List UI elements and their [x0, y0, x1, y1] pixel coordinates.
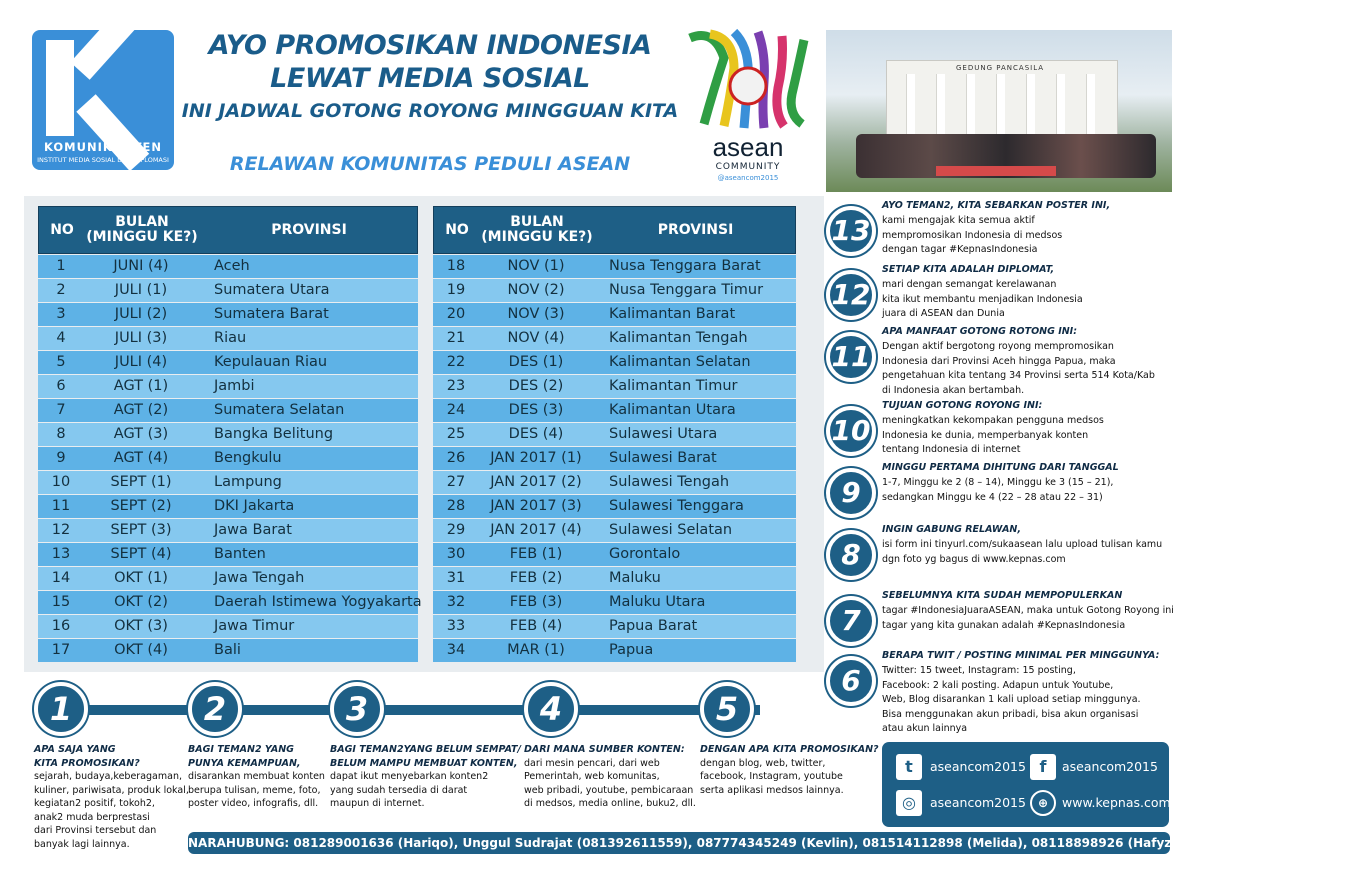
step-badge [188, 682, 240, 734]
table-row [433, 543, 796, 566]
step-line: serta aplikasi medsos lainnya. [700, 784, 844, 796]
step-line: kegiatan2 positif, tokoh2, [34, 798, 155, 809]
row-bulan: SEPT (1) [110, 474, 172, 490]
headline-subtitle: RELAWAN KOMUNITAS PEDULI ASEAN [229, 153, 631, 175]
step-text [524, 743, 696, 811]
table-header [433, 206, 796, 254]
step-badge [524, 682, 576, 734]
header-provinsi: PROVINSI [271, 221, 347, 238]
row-no: 14 [51, 570, 71, 586]
info-line: kita ikut membantu menjadikan Indonesia [882, 293, 1083, 305]
row-provinsi: Maluku [609, 570, 661, 586]
row-no: 15 [51, 594, 71, 610]
step-title: BELUM MAMPU MEMBUAT KONTEN, [330, 757, 518, 769]
step-line: poster video, infografis, dll. [188, 798, 319, 809]
step-line: web pribadi, youtube, pembicaraan [524, 784, 694, 796]
table-row [433, 639, 796, 662]
row-provinsi: Jambi [214, 378, 255, 394]
table-row [38, 423, 418, 446]
website-link[interactable]: www.kepnas.com [1062, 795, 1171, 810]
row-bulan: OKT (2) [114, 594, 168, 610]
info-body [882, 414, 1174, 458]
step-line: di medsos, media online, buku2, dll. [524, 798, 696, 809]
step-number-badge: 11 [826, 332, 876, 382]
table-row [433, 447, 796, 470]
row-bulan: JAN 2017 (1) [490, 450, 582, 466]
step-text [700, 743, 879, 797]
asean-community-word: COMMUNITY [715, 162, 781, 172]
row-no: 2 [56, 282, 66, 298]
logo-name: KOMUNIKONTEN [44, 140, 162, 154]
row-provinsi: Papua Barat [609, 618, 698, 634]
row-bulan: OKT (4) [114, 642, 168, 658]
step-title: BAGI TEMAN2YANG BELUM SEMPAT/ [330, 744, 521, 755]
row-no: 12 [51, 522, 71, 538]
info-line: mari dengan semangat kerelawanan [882, 279, 1057, 290]
table-row [38, 351, 418, 374]
step-line: Pemerintah, web komunitas, [524, 771, 660, 782]
row-provinsi: Nusa Tenggara Timur [609, 282, 764, 298]
row-bulan: DES (2) [508, 378, 564, 394]
info-line: Web, Blog disarankan 1 kali upload setiap minggunya. [882, 694, 1141, 705]
info-body [882, 538, 1174, 567]
row-no: 9 [56, 450, 66, 466]
step-number-badge: 13 [826, 206, 876, 256]
step-line: dari mesin pencari, dari web [524, 757, 660, 769]
step-line: banyak lagi lainnya. [34, 838, 130, 850]
step-line: dapat ikut menyebarkan konten2 [330, 771, 489, 782]
table-header [38, 206, 418, 254]
row-provinsi: Riau [214, 330, 247, 346]
row-bulan: DES (3) [508, 402, 564, 418]
row-no: 8 [56, 426, 66, 442]
row-bulan: JUNI (4) [113, 258, 169, 274]
row-no: 29 [446, 522, 466, 538]
row-no: 30 [446, 546, 466, 562]
step-line: yang sudah tersedia di darat [330, 784, 468, 796]
row-no: 6 [56, 378, 66, 394]
row-provinsi: Sumatera Selatan [214, 402, 345, 418]
komunikonten-logo [32, 30, 174, 170]
table-row [433, 423, 796, 446]
row-provinsi: Lampung [214, 474, 282, 490]
step-number: 4 [524, 682, 578, 736]
row-no: 22 [446, 354, 466, 370]
row-provinsi: Maluku Utara [609, 594, 706, 610]
row-no: 23 [446, 378, 466, 394]
header-bulan: BULAN (MINGGU KE?) [481, 214, 593, 245]
table-row [433, 255, 796, 278]
table-row [38, 639, 418, 662]
info-title: APA MANFAAT GOTONG ROTONG INI: [882, 326, 1078, 337]
row-no: 19 [446, 282, 466, 298]
table-row [433, 399, 796, 422]
info-line: tagar yang kita gunakan adalah #KepnasIndonesia [882, 619, 1126, 631]
step-line: disarankan membuat konten [188, 771, 325, 782]
step-number: 3 [330, 682, 384, 736]
row-bulan: FEB (2) [509, 570, 563, 586]
row-no: 13 [51, 546, 71, 562]
social-media-box [882, 742, 1169, 827]
step-number: 1 [34, 682, 88, 736]
info-body [882, 664, 1174, 737]
row-bulan: AGT (2) [113, 402, 169, 418]
step-line: berupa tulisan, meme, foto, [188, 784, 321, 796]
table-row [433, 567, 796, 590]
table-row [433, 375, 796, 398]
instagram-handle[interactable]: aseancom2015 [930, 795, 1026, 810]
row-no: 1 [56, 258, 66, 274]
step-line: facebook, Instagram, youtube [700, 771, 843, 782]
info-title: INGIN GABUNG RELAWAN, [882, 524, 1021, 535]
row-bulan: NOV (3) [507, 306, 565, 322]
twitter-icon: t [896, 754, 922, 780]
table-row [38, 519, 418, 542]
step-number: 5 [700, 682, 754, 736]
step-line: sejarah, budaya,keberagaman, [34, 771, 182, 782]
table-row [38, 327, 418, 350]
info-line: dgn foto yg bagus di www.kepnas.com [882, 553, 1066, 565]
step-number-badge: 12 [826, 270, 876, 320]
row-provinsi: Kepulauan Riau [214, 354, 328, 370]
row-no: 5 [56, 354, 66, 370]
step-title: BAGI TEMAN2 YANG [188, 744, 294, 755]
row-provinsi: Papua [609, 642, 654, 658]
row-no: 20 [446, 306, 466, 322]
row-no: 28 [446, 498, 466, 514]
row-bulan: OKT (1) [114, 570, 168, 586]
row-no: 25 [446, 426, 466, 442]
schedule-table-right [433, 206, 796, 662]
table-row [38, 567, 418, 590]
row-no: 18 [446, 258, 466, 274]
step-text [34, 743, 189, 851]
k-logo-icon [46, 40, 74, 136]
info-line: di Indonesia akan bertambah. [882, 384, 1025, 396]
row-bulan: DES (1) [508, 354, 564, 370]
row-bulan: JAN 2017 (3) [490, 498, 582, 514]
facebook-handle[interactable]: aseancom2015 [1062, 759, 1158, 774]
header-provinsi: PROVINSI [657, 221, 734, 238]
header-no: NO [445, 221, 469, 238]
info-title: SEBELUMNYA KITA SUDAH MEMPOPULERKAN [882, 590, 1123, 601]
info-line: sedangkan Minggu ke 4 (22 – 28 atau 22 – 31) [882, 491, 1103, 503]
row-provinsi: Jawa Barat [214, 522, 292, 538]
twitter-handle[interactable]: aseancom2015 [930, 759, 1026, 774]
table-row [38, 375, 418, 398]
asean-emblem-icon [684, 28, 812, 132]
asean-word: asean [712, 132, 784, 162]
step-line: anak2 muda berprestasi [34, 811, 150, 823]
info-line: Twitter: 15 tweet, Instagram: 15 posting, [882, 665, 1076, 676]
row-bulan: OKT (3) [114, 618, 168, 634]
row-bulan: AGT (4) [113, 450, 169, 466]
table-row [38, 495, 418, 518]
row-provinsi: Sumatera Utara [214, 282, 330, 298]
row-bulan: FEB (1) [509, 546, 563, 562]
info-line: Dengan aktif bergotong royong mempromosikan [882, 341, 1114, 352]
step-line: maupun di internet. [330, 798, 425, 809]
row-bulan: AGT (1) [113, 378, 169, 394]
step-line: kuliner, pariwisata, produk lokal, [34, 784, 189, 796]
row-no: 16 [51, 618, 71, 634]
row-provinsi: Kalimantan Selatan [609, 354, 751, 370]
info-line: tagar #IndonesiaJuaraASEAN, maka untuk Gotong Royong ini [882, 605, 1174, 616]
headline-line2: LEWAT MEDIA SOSIAL [270, 63, 590, 94]
globe-icon: ⊕ [1030, 790, 1056, 816]
instagram-icon: ◎ [896, 790, 922, 816]
asean-community-logo [684, 28, 812, 182]
row-provinsi: Sumatera Barat [214, 306, 329, 322]
row-no: 7 [56, 402, 66, 418]
row-no: 26 [446, 450, 466, 466]
row-provinsi: Kalimantan Barat [609, 306, 736, 322]
info-title: AYO TEMAN2, KITA SEBARKAN POSTER INI, [882, 200, 1111, 211]
info-body [882, 278, 1174, 322]
row-bulan: SEPT (3) [110, 522, 172, 538]
row-provinsi: Kalimantan Utara [609, 402, 736, 418]
info-line: atau akun lainnya [882, 723, 968, 734]
row-provinsi: Jawa Timur [214, 618, 295, 634]
info-line: Indonesia ke dunia, memperbanyak konten [882, 429, 1089, 441]
table-row [38, 615, 418, 638]
table-row [38, 399, 418, 422]
step-number-badge: 8 [826, 530, 876, 580]
step-text [188, 743, 325, 811]
row-provinsi: Bangka Belitung [214, 426, 334, 442]
contact-bar: NARAHUBUNG: 081289001636 (Hariqo), Unggul Sudrajat (081392611559), 087774345249 (Kevlin), 081514112898 (Melida), 08118898926 (Hafyz), 085228888484 (Wahyu) [188, 832, 1170, 854]
row-no: 10 [51, 474, 71, 490]
row-bulan: MAR (1) [507, 642, 565, 658]
table-row [38, 543, 418, 566]
row-bulan: JAN 2017 (4) [490, 522, 582, 538]
table-row [433, 495, 796, 518]
info-line: isi form ini tinyurl.com/sukaasean lalu upload tulisan kamu [882, 539, 1163, 550]
row-provinsi: Kalimantan Timur [609, 378, 738, 394]
row-no: 11 [51, 498, 71, 514]
row-bulan: JULI (4) [114, 354, 168, 370]
info-line: 1-7, Minggu ke 2 (8 – 14), Minggu ke 3 (15 – 21), [882, 477, 1114, 488]
table-row [433, 303, 796, 326]
info-line: Indonesia dari Provinsi Aceh hingga Papua, maka [882, 355, 1116, 367]
step-number-badge: 9 [826, 468, 876, 518]
row-no: 21 [446, 330, 466, 346]
row-no: 24 [446, 402, 466, 418]
info-body [882, 604, 1174, 633]
info-line: mempromosikan Indonesia di medsos [882, 229, 1063, 241]
row-no: 34 [446, 642, 466, 658]
row-provinsi: Sulawesi Barat [609, 450, 717, 466]
info-title: TUJUAN GOTONG ROYONG INI: [882, 400, 1043, 411]
table-row [433, 615, 796, 638]
table-row [433, 327, 796, 350]
row-bulan: NOV (1) [507, 258, 565, 274]
table-row [433, 351, 796, 374]
info-title: BERAPA TWIT / POSTING MINIMAL PER MINGGUNYA: [882, 650, 1160, 661]
table-row [38, 591, 422, 614]
info-line: Bisa menggunakan akun pribadi, bisa akun organisasi [882, 708, 1139, 720]
row-bulan: SEPT (4) [110, 546, 172, 562]
group-photo [826, 30, 1172, 192]
info-title: SETIAP KITA ADALAH DIPLOMAT, [882, 264, 1055, 275]
logo-subtitle: INSTITUT MEDIA SOSIAL DAN DIPLOMASI [37, 156, 169, 164]
table-row [433, 279, 796, 302]
row-provinsi: DKI Jakarta [214, 498, 295, 514]
row-no: 32 [446, 594, 466, 610]
row-provinsi: Kalimantan Tengah [609, 330, 748, 346]
asean-handle: @aseancom2015 [717, 174, 779, 182]
row-bulan: SEPT (2) [110, 498, 172, 514]
info-line: pengetahuan kita tentang 34 Provinsi serta 514 Kota/Kab [882, 370, 1155, 381]
step-line: dengan blog, web, twitter, [700, 757, 826, 769]
step-badge [700, 682, 752, 734]
info-line: dengan tagar #KepnasIndonesia [882, 244, 1038, 255]
step-number-badge: 10 [826, 406, 876, 456]
row-provinsi: Bali [214, 642, 241, 658]
step-badge [330, 682, 382, 734]
facebook-icon: f [1030, 754, 1056, 780]
step-title: KITA PROMOSIKAN? [34, 757, 140, 769]
table-row [433, 591, 796, 614]
header-bulan: BULAN (MINGGU KE?) [86, 214, 198, 245]
row-no: 4 [56, 330, 66, 346]
step-text [330, 743, 521, 811]
row-bulan: JULI (3) [114, 330, 168, 346]
row-bulan: JULI (1) [114, 282, 168, 298]
info-body [882, 476, 1174, 505]
row-provinsi: Nusa Tenggara Barat [609, 258, 761, 274]
row-bulan: NOV (4) [507, 330, 565, 346]
info-line: Facebook: 2 kali posting. Adapun untuk Youtube, [882, 679, 1114, 691]
step-number-badge: 6 [826, 656, 876, 706]
info-line: juara di ASEAN dan Dunia [882, 308, 1005, 319]
table-row [38, 255, 418, 278]
row-bulan: DES (4) [508, 426, 564, 442]
row-bulan: FEB (4) [509, 618, 563, 634]
red-banner [936, 166, 1056, 176]
row-no: 33 [446, 618, 466, 634]
row-no: 31 [446, 570, 466, 586]
info-line: kami mengajak kita semua aktif [882, 215, 1035, 226]
headline-line3: INI JADWAL GOTONG ROYONG MINGGUAN KITA [181, 100, 679, 122]
info-title: MINGGU PERTAMA DIHITUNG DARI TANGGAL [882, 462, 1119, 473]
row-provinsi: Sulawesi Tengah [609, 474, 730, 490]
row-provinsi: Sulawesi Utara [609, 426, 718, 442]
step-number: 2 [188, 682, 242, 736]
info-line: meningkatkan kekompakan pengguna medsos [882, 415, 1104, 426]
row-no: 17 [51, 642, 71, 658]
building-sign: GEDUNG PANCASILA [956, 64, 1045, 72]
table-row [38, 303, 418, 326]
row-provinsi: Sulawesi Selatan [609, 522, 733, 538]
row-provinsi: Sulawesi Tenggara [609, 498, 744, 514]
schedule-table-left [38, 206, 422, 662]
row-provinsi: Bengkulu [214, 450, 282, 466]
step-number-badge: 7 [826, 596, 876, 646]
header-no: NO [50, 221, 74, 238]
row-bulan: AGT (3) [113, 426, 169, 442]
step-title: APA SAJA YANG [34, 744, 116, 755]
table-row [433, 471, 796, 494]
steps-timeline [40, 705, 760, 715]
row-provinsi: Gorontalo [609, 546, 681, 562]
table-row [433, 519, 796, 542]
row-bulan: JULI (2) [114, 306, 168, 322]
step-title: DARI MANA SUMBER KONTEN: [524, 744, 685, 755]
row-bulan: FEB (3) [509, 594, 563, 610]
row-provinsi: Daerah Istimewa Yogyakarta [214, 594, 422, 610]
table-row [38, 471, 418, 494]
row-bulan: NOV (2) [507, 282, 565, 298]
row-provinsi: Aceh [214, 258, 250, 274]
row-no: 27 [446, 474, 466, 490]
row-provinsi: Banten [214, 546, 266, 562]
table-row [38, 279, 418, 302]
row-no: 3 [56, 306, 66, 322]
info-line: tentang Indonesia di internet [882, 444, 1021, 455]
info-body [882, 214, 1174, 258]
step-badge [34, 682, 86, 734]
table-row [38, 447, 418, 470]
headline-line1: AYO PROMOSIKAN INDONESIA [208, 30, 652, 61]
info-body [882, 340, 1174, 398]
step-title: DENGAN APA KITA PROMOSIKAN? [700, 744, 879, 755]
step-line: dari Provinsi tersebut dan [34, 825, 157, 836]
row-provinsi: Jawa Tengah [214, 570, 305, 586]
step-title: PUNYA KEMAMPUAN, [188, 757, 301, 769]
row-bulan: JAN 2017 (2) [490, 474, 582, 490]
